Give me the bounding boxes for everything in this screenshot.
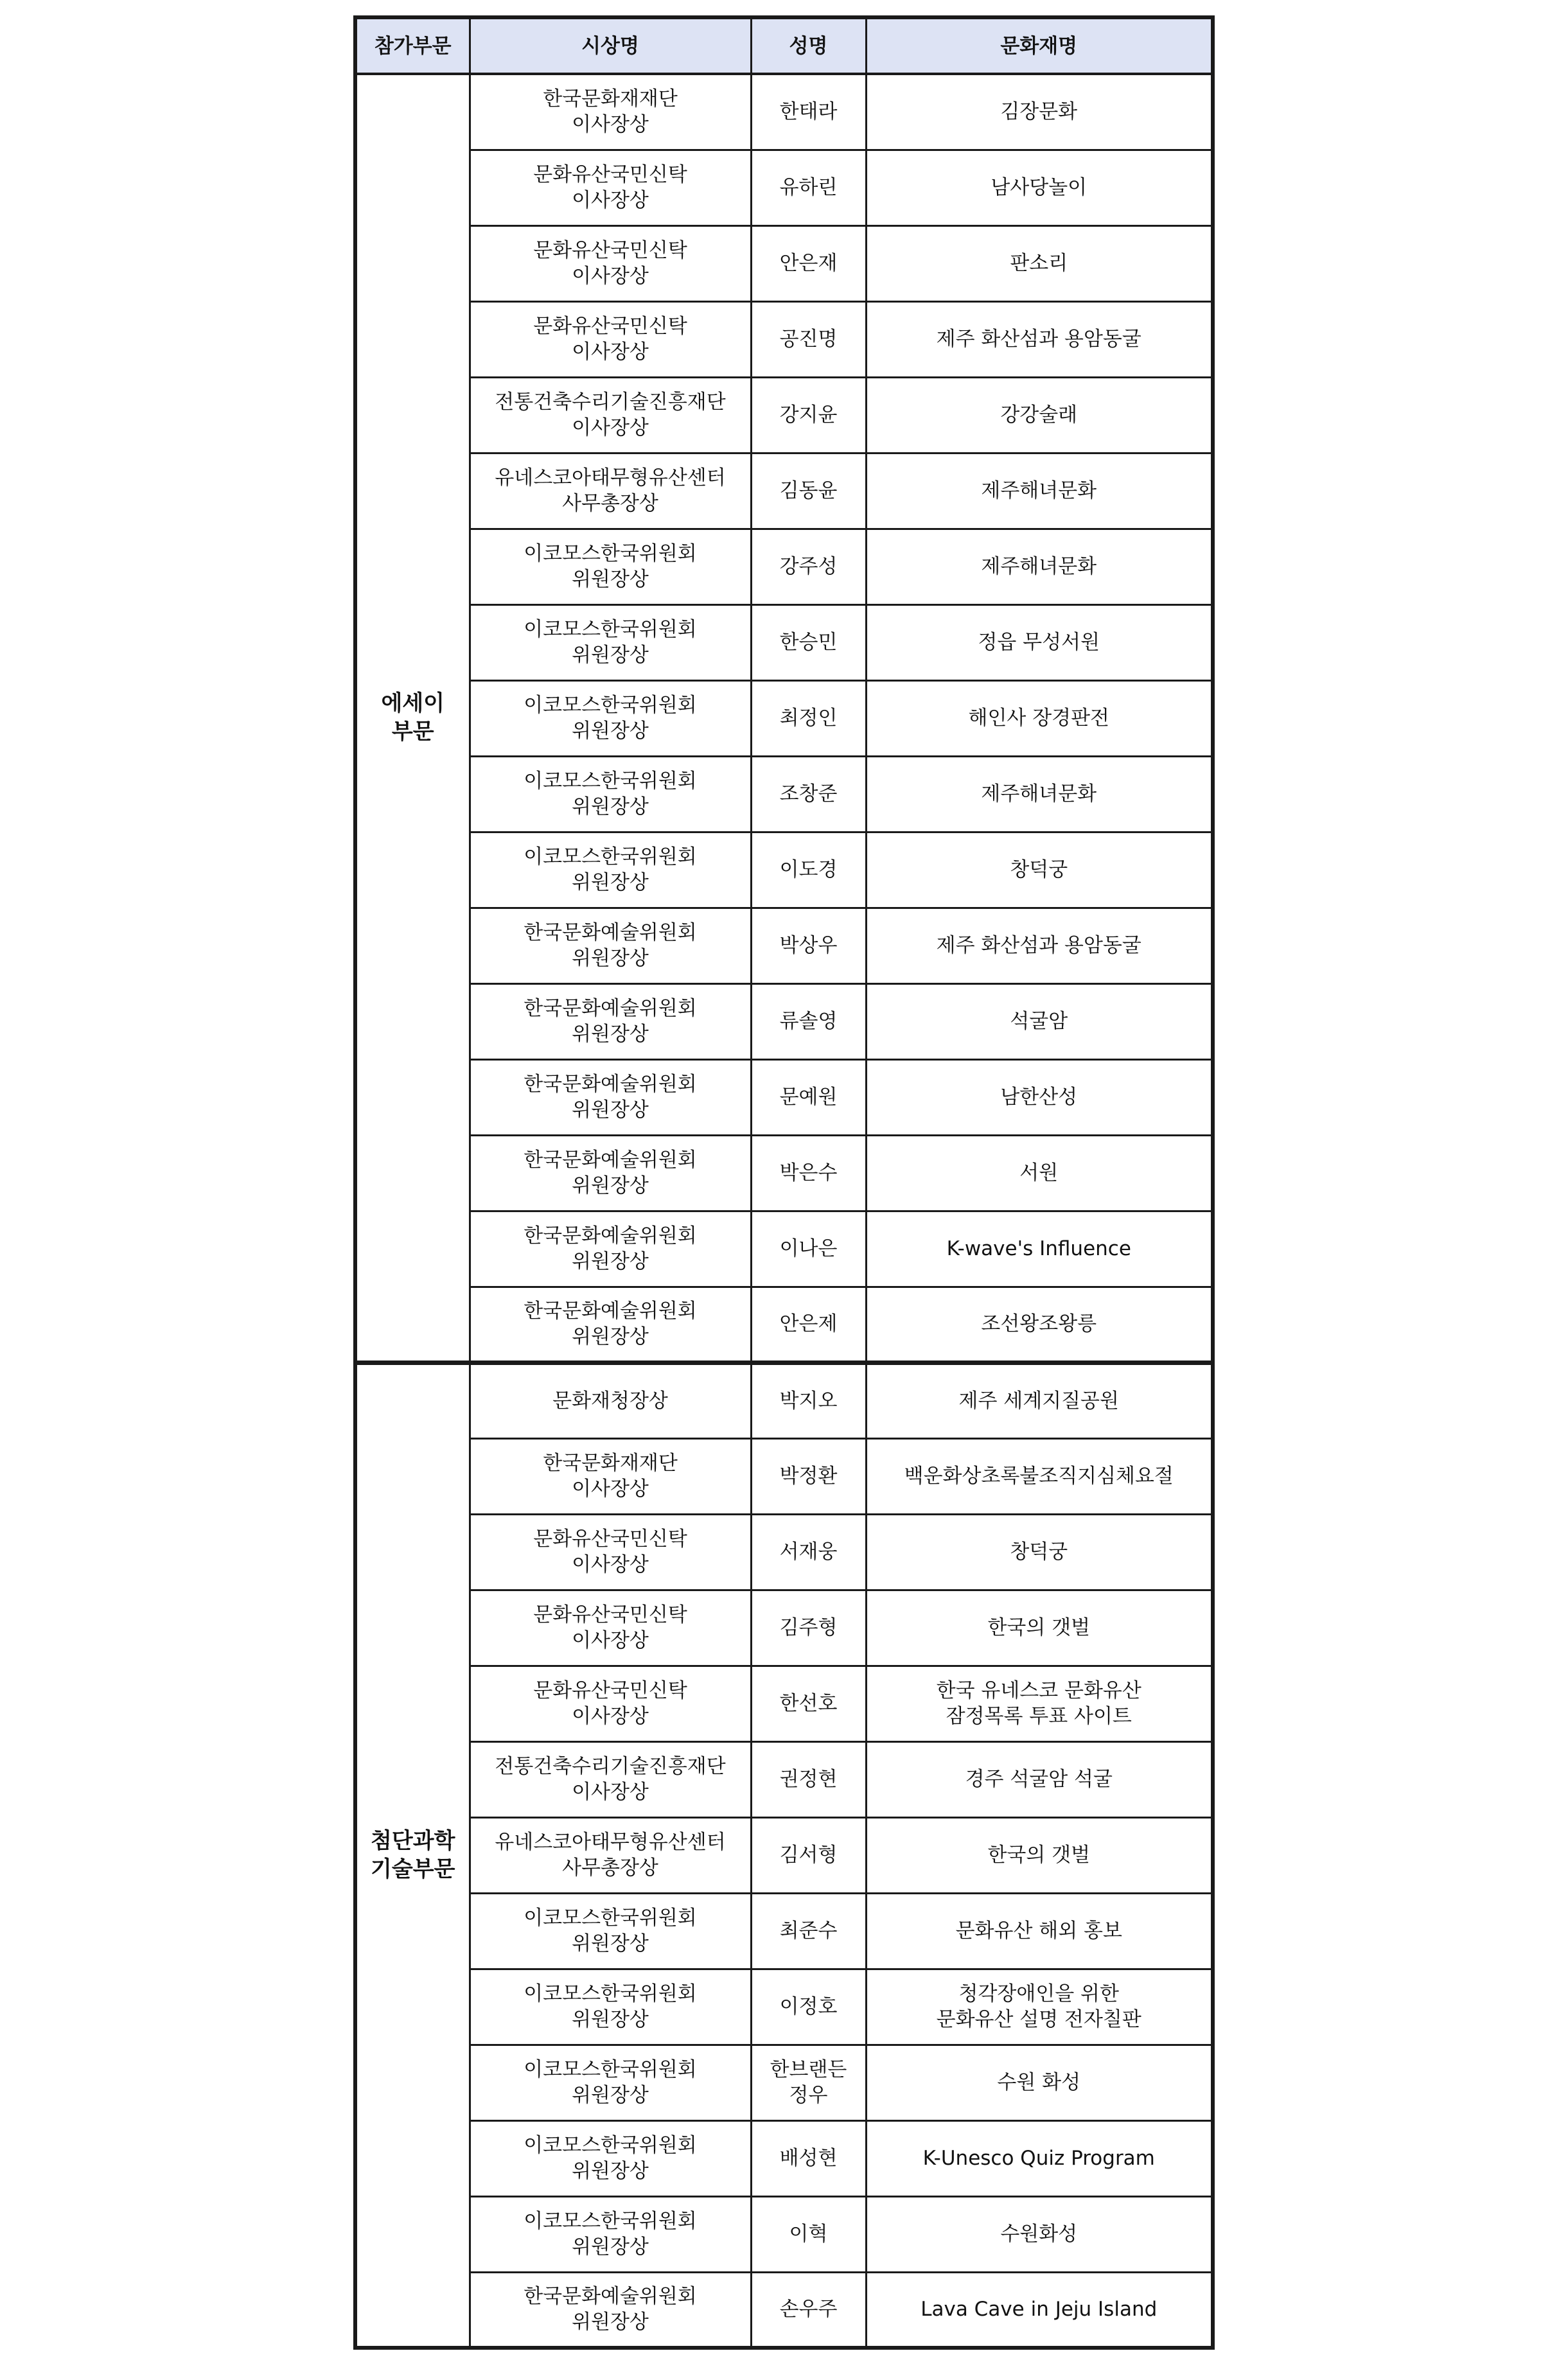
- name-cell-line: 김주형: [779, 1616, 838, 1639]
- name-cell: [751, 2196, 866, 2272]
- award-cell-line: 위원장상: [572, 947, 649, 970]
- table-row: [355, 377, 1213, 453]
- heritage-cell: [866, 1438, 1213, 1514]
- heritage-cell: [866, 1362, 1213, 1438]
- name-cell-line: 박정환: [779, 1465, 838, 1488]
- name-cell: [751, 377, 866, 453]
- award-cell: [470, 150, 751, 225]
- heritage-cell-line: 정읍 무성서원: [978, 631, 1100, 654]
- category-cell-line: 에세이: [381, 691, 445, 717]
- name-cell: [751, 983, 866, 1059]
- heritage-cell: [866, 1590, 1213, 1666]
- award-cell-line: 이코모스한국위원회: [524, 845, 697, 868]
- table-row: [355, 604, 1213, 680]
- heritage-cell-line: K-Unesco Quiz Program: [922, 2147, 1155, 2170]
- name-cell: [751, 1362, 866, 1438]
- award-cell: [470, 1893, 751, 1969]
- table-row: [355, 680, 1213, 756]
- name-cell: [751, 1741, 866, 1817]
- name-cell-line: 안은재: [779, 252, 838, 275]
- category-cell-line: 기술부문: [371, 1856, 455, 1883]
- table-row: [355, 1362, 1213, 1438]
- award-cell-line: 위원장상: [572, 2008, 649, 2031]
- heritage-cell: [866, 1135, 1213, 1211]
- heritage-cell: [866, 377, 1213, 453]
- heritage-cell-line: 김장문화: [1000, 100, 1078, 124]
- name-cell: [751, 756, 866, 832]
- name-cell-line: 공진명: [779, 328, 838, 351]
- name-cell-line: 박지오: [779, 1389, 838, 1413]
- heritage-cell: [866, 1969, 1213, 2045]
- table-row: [355, 756, 1213, 832]
- heritage-cell: [866, 1211, 1213, 1287]
- tech-section: [355, 1362, 1213, 2348]
- award-cell-line: 한국문화재재단: [543, 1452, 678, 1475]
- award-cell: [470, 1817, 751, 1893]
- heritage-cell-line: 남한산성: [1000, 1086, 1078, 1109]
- name-cell: [751, 453, 866, 529]
- award-cell: [470, 1059, 751, 1135]
- name-cell-line: 손우주: [779, 2298, 838, 2321]
- table-row: [355, 225, 1213, 301]
- award-cell: [470, 225, 751, 301]
- name-cell: [751, 2045, 866, 2120]
- name-cell: [751, 301, 866, 377]
- award-cell-line: 위원장상: [572, 871, 649, 894]
- heritage-cell: [866, 1059, 1213, 1135]
- header-heritage: 문화재명: [866, 17, 1213, 74]
- name-cell-line: 배성현: [779, 2147, 838, 2170]
- award-cell-line: 이코모스한국위원회: [524, 542, 697, 565]
- heritage-cell: [866, 604, 1213, 680]
- heritage-cell-line: Lava Cave in Jeju Island: [921, 2298, 1158, 2321]
- award-cell-line: 한국문화예술위원회: [524, 1073, 697, 1096]
- name-cell: [751, 1666, 866, 1741]
- table-row: [355, 1666, 1213, 1741]
- name-cell-line: 박은수: [779, 1161, 838, 1184]
- name-cell-line: 최정인: [779, 707, 838, 730]
- heritage-cell-line: 제주 세계지질공원: [958, 1389, 1119, 1413]
- name-cell: [751, 1817, 866, 1893]
- award-cell-line: 이사장상: [572, 189, 649, 212]
- name-cell: [751, 225, 866, 301]
- name-cell-line: 이도경: [779, 858, 838, 881]
- name-cell-line: 류솔영: [779, 1010, 838, 1033]
- award-cell-line: 이사장상: [572, 113, 649, 137]
- heritage-cell-line: 한국의 갯벌: [987, 1616, 1091, 1639]
- heritage-cell: [866, 225, 1213, 301]
- category-cell: [355, 1362, 470, 2348]
- award-cell-line: 이코모스한국위원회: [524, 2058, 697, 2081]
- heritage-cell: [866, 680, 1213, 756]
- award-cell-line: 위원장상: [572, 1932, 649, 1955]
- heritage-cell-line: 서원: [1019, 1161, 1059, 1184]
- header-category: 참가부문: [355, 17, 470, 74]
- award-cell: [470, 1590, 751, 1666]
- heritage-cell: [866, 453, 1213, 529]
- heritage-cell-line: 한국 유네스코 문화유산: [936, 1679, 1141, 1702]
- table-row: [355, 1817, 1213, 1893]
- heritage-cell: [866, 2272, 1213, 2348]
- heritage-cell-line: 제주해녀문화: [981, 782, 1097, 806]
- name-cell-line: 한태라: [779, 100, 838, 124]
- award-cell-line: 위원장상: [572, 2084, 649, 2107]
- name-cell: [751, 150, 866, 225]
- award-cell-line: 위원장상: [572, 795, 649, 818]
- table-row: [355, 1135, 1213, 1211]
- award-cell-line: 이사장상: [572, 416, 649, 439]
- award-cell-line: 위원장상: [572, 1023, 649, 1046]
- name-cell: [751, 1514, 866, 1590]
- award-cell: [470, 1666, 751, 1741]
- name-cell-line: 이혁: [789, 2223, 828, 2246]
- award-cell-line: 사무총장상: [562, 492, 658, 515]
- name-cell: [751, 1969, 866, 2045]
- awards-table: [353, 15, 1215, 2350]
- header-name: 성명: [751, 17, 866, 74]
- name-cell: [751, 1287, 866, 1362]
- name-cell: [751, 832, 866, 908]
- award-cell: [470, 1514, 751, 1590]
- award-cell-line: 위원장상: [572, 1174, 649, 1197]
- heritage-cell: [866, 1287, 1213, 1362]
- category-cell: [355, 74, 470, 1362]
- heritage-cell-line: 경주 석굴암 석굴: [965, 1768, 1113, 1791]
- table-row: [355, 1741, 1213, 1817]
- heritage-cell: [866, 832, 1213, 908]
- award-cell-line: 위원장상: [572, 1098, 649, 1122]
- award-cell-line: 위원장상: [572, 719, 649, 743]
- award-cell-line: 한국문화재재단: [543, 87, 678, 111]
- heritage-cell-line: 문화유산 설명 전자칠판: [936, 2008, 1141, 2031]
- heritage-cell: [866, 1514, 1213, 1590]
- award-cell-line: 위원장상: [572, 568, 649, 591]
- award-cell-line: 한국문화예술위원회: [524, 997, 697, 1020]
- award-cell-line: 위원장상: [572, 1250, 649, 1273]
- heritage-cell: [866, 2120, 1213, 2196]
- heritage-cell-line: 한국의 갯벌: [987, 1844, 1091, 1867]
- name-cell: [751, 1211, 866, 1287]
- heritage-cell-line: 잠정목록 투표 사이트: [946, 1705, 1132, 1728]
- name-cell-line: 한브랜든: [770, 2058, 847, 2081]
- heritage-cell-line: 남사당놀이: [991, 176, 1088, 199]
- table-row: [355, 1287, 1213, 1362]
- heritage-cell: [866, 1666, 1213, 1741]
- name-cell: [751, 529, 866, 604]
- name-cell: [751, 680, 866, 756]
- heritage-cell-line: 석굴암: [1010, 1010, 1068, 1033]
- award-cell-line: 위원장상: [572, 2235, 649, 2259]
- heritage-cell: [866, 983, 1213, 1059]
- heritage-cell-line: K-wave's Influence: [946, 1237, 1131, 1260]
- essay-section: [355, 74, 1213, 1362]
- award-cell-line: 위원장상: [572, 2311, 649, 2334]
- award-cell-line: 이사장상: [572, 340, 649, 364]
- name-cell-line: 이정호: [779, 1995, 838, 2018]
- table-row: [355, 1514, 1213, 1590]
- name-cell: [751, 1438, 866, 1514]
- table-row: [355, 1059, 1213, 1135]
- award-cell-line: 문화유산국민신탁: [533, 1679, 687, 1702]
- award-cell-line: 이코모스한국위원회: [524, 2134, 697, 2157]
- table-row: [355, 1969, 1213, 2045]
- category-cell-line: 첨단과학: [371, 1828, 455, 1854]
- name-cell: [751, 74, 866, 150]
- name-cell-line: 강주성: [779, 555, 838, 578]
- award-cell-line: 한국문화예술위원회: [524, 921, 697, 944]
- name-cell: [751, 604, 866, 680]
- award-cell-line: 한국문화예술위원회: [524, 1149, 697, 1172]
- table-row: [355, 2045, 1213, 2120]
- name-cell-line: 김서형: [779, 1844, 838, 1867]
- award-cell-line: 이코모스한국위원회: [524, 1906, 697, 1930]
- award-cell: [470, 301, 751, 377]
- heritage-cell-line: 수원화성: [1000, 2223, 1078, 2246]
- table-row: [355, 908, 1213, 983]
- heritage-cell: [866, 74, 1213, 150]
- awards-sheet: [353, 15, 1211, 2350]
- award-cell-line: 유네스코아태무형유산센터: [495, 466, 726, 489]
- table-row: [355, 529, 1213, 604]
- award-cell-line: 전통건축수리기술진흥재단: [495, 391, 726, 414]
- table-row: [355, 983, 1213, 1059]
- name-cell-line: 문예원: [779, 1086, 838, 1109]
- award-cell: [470, 2045, 751, 2120]
- table-row: [355, 301, 1213, 377]
- award-cell-line: 위원장상: [572, 644, 649, 667]
- award-cell: [470, 832, 751, 908]
- award-cell-line: 위원장상: [572, 1325, 649, 1348]
- heritage-cell-line: 해인사 장경판전: [968, 707, 1109, 730]
- award-cell-line: 유네스코아태무형유산센터: [495, 1831, 726, 1854]
- name-cell-line: 조창준: [779, 782, 838, 806]
- heritage-cell-line: 창덕궁: [1010, 858, 1068, 881]
- heritage-cell: [866, 2196, 1213, 2272]
- award-cell: [470, 453, 751, 529]
- award-cell: [470, 377, 751, 453]
- award-cell: [470, 2272, 751, 2348]
- award-cell: [470, 1287, 751, 1362]
- heritage-cell-line: 백운화상초록불조직지심체요절: [904, 1465, 1174, 1488]
- name-cell: [751, 1893, 866, 1969]
- award-cell: [470, 1135, 751, 1211]
- heritage-cell: [866, 1741, 1213, 1817]
- heritage-cell: [866, 1893, 1213, 1969]
- award-cell: [470, 983, 751, 1059]
- award-cell-line: 이코모스한국위원회: [524, 1982, 697, 2005]
- award-cell: [470, 680, 751, 756]
- award-cell-line: 문화유산국민신탁: [533, 163, 687, 186]
- award-cell-line: 이사장상: [572, 1629, 649, 1652]
- award-cell-line: 이코모스한국위원회: [524, 2210, 697, 2233]
- heritage-cell: [866, 301, 1213, 377]
- award-cell-line: 한국문화예술위원회: [524, 1224, 697, 1247]
- heritage-cell-line: 제주 화산섬과 용암동굴: [936, 328, 1141, 351]
- award-cell-line: 사무총장상: [562, 1856, 658, 1880]
- table-row: [355, 1211, 1213, 1287]
- table-row: [355, 2196, 1213, 2272]
- award-cell: [470, 2196, 751, 2272]
- name-cell: [751, 908, 866, 983]
- heritage-cell: [866, 150, 1213, 225]
- award-cell-line: 이사장상: [572, 1705, 649, 1728]
- name-cell: [751, 2120, 866, 2196]
- heritage-cell-line: 제주 화산섬과 용암동굴: [936, 934, 1141, 957]
- table-row: [355, 74, 1213, 150]
- award-cell-line: 이코모스한국위원회: [524, 694, 697, 717]
- award-cell-line: 한국문화예술위원회: [524, 1299, 697, 1323]
- award-cell-line: 이코모스한국위원회: [524, 770, 697, 793]
- award-cell-line: 이사장상: [572, 265, 649, 288]
- name-cell: [751, 1135, 866, 1211]
- heritage-cell-line: 청각장애인을 위한: [958, 1982, 1119, 2005]
- table-row: [355, 1590, 1213, 1666]
- table-header: [355, 17, 1213, 74]
- table-row: [355, 2272, 1213, 2348]
- heritage-cell-line: 제주해녀문화: [981, 555, 1097, 578]
- heritage-cell-line: 문화유산 해외 홍보: [955, 1919, 1122, 1942]
- heritage-cell-line: 조선왕조왕릉: [981, 1312, 1097, 1335]
- award-cell: [470, 1969, 751, 2045]
- table-row: [355, 832, 1213, 908]
- name-cell-line: 박상우: [779, 934, 838, 957]
- award-cell-line: 한국문화예술위원회: [524, 2285, 697, 2309]
- table-row: [355, 1893, 1213, 1969]
- heritage-cell-line: 판소리: [1010, 252, 1068, 275]
- header-row: [355, 17, 1213, 74]
- heritage-cell-line: 창덕궁: [1010, 1540, 1068, 1563]
- heritage-cell-line: 수원 화성: [997, 2071, 1081, 2094]
- name-cell-line: 한승민: [779, 631, 838, 654]
- header-award: 시상명: [470, 17, 751, 74]
- table-row: [355, 150, 1213, 225]
- name-cell-line: 강지윤: [779, 403, 838, 427]
- award-cell: [470, 908, 751, 983]
- award-cell: [470, 756, 751, 832]
- award-cell-line: 이코모스한국위원회: [524, 618, 697, 641]
- category-cell-line: 부문: [391, 719, 434, 745]
- name-cell-line: 서재웅: [779, 1540, 838, 1563]
- award-cell-line: 문화재청장상: [552, 1389, 668, 1413]
- award-cell: [470, 1741, 751, 1817]
- heritage-cell: [866, 756, 1213, 832]
- award-cell-line: 이사장상: [572, 1553, 649, 1576]
- award-cell-line: 이사장상: [572, 1781, 649, 1804]
- award-cell-line: 위원장상: [572, 2160, 649, 2183]
- table-row: [355, 2120, 1213, 2196]
- name-cell-line: 유하린: [779, 176, 838, 199]
- name-cell: [751, 2272, 866, 2348]
- heritage-cell-line: 강강술래: [1000, 403, 1078, 427]
- award-cell: [470, 1211, 751, 1287]
- name-cell-line: 최준수: [779, 1919, 838, 1942]
- name-cell: [751, 1590, 866, 1666]
- heritage-cell: [866, 2045, 1213, 2120]
- heritage-cell-line: 제주해녀문화: [981, 479, 1097, 502]
- table-row: [355, 1438, 1213, 1514]
- award-cell-line: 이사장상: [572, 1477, 649, 1501]
- name-cell-line: 안은제: [779, 1312, 838, 1335]
- name-cell-line: 한선호: [779, 1692, 838, 1715]
- name-cell-line: 김동윤: [779, 479, 838, 502]
- award-cell: [470, 529, 751, 604]
- award-cell: [470, 1438, 751, 1514]
- heritage-cell: [866, 1817, 1213, 1893]
- name-cell: [751, 1059, 866, 1135]
- table-row: [355, 453, 1213, 529]
- award-cell: [470, 1362, 751, 1438]
- award-cell: [470, 74, 751, 150]
- award-cell: [470, 604, 751, 680]
- name-cell-line: 권정현: [779, 1768, 838, 1791]
- heritage-cell: [866, 529, 1213, 604]
- name-cell-line: 정우: [789, 2084, 828, 2107]
- award-cell: [470, 2120, 751, 2196]
- award-cell-line: 문화유산국민신탁: [533, 1528, 687, 1551]
- award-cell-line: 문화유산국민신탁: [533, 239, 687, 262]
- award-cell-line: 문화유산국민신탁: [533, 1603, 687, 1626]
- heritage-cell: [866, 908, 1213, 983]
- award-cell-line: 문화유산국민신탁: [533, 315, 687, 338]
- award-cell-line: 전통건축수리기술진흥재단: [495, 1755, 726, 1778]
- name-cell-line: 이나은: [779, 1237, 838, 1260]
